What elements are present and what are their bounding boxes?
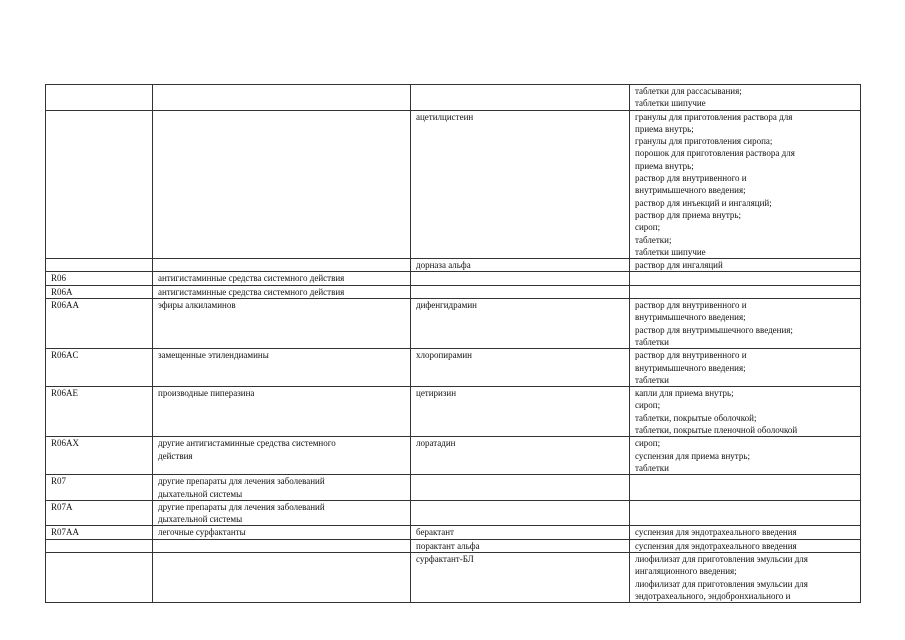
dosage-form-line: внутримышечного введения;	[635, 185, 746, 196]
forms-cell	[630, 552, 861, 602]
group-cell	[153, 259, 411, 272]
dosage-form-line: сироп;	[635, 438, 661, 449]
dosage-form-line: таблетки шипучие	[635, 246, 706, 257]
dosage-form-line: таблетки	[635, 462, 670, 473]
forms-cell	[630, 349, 861, 387]
dosage-form-line: таблетки для рассасывания;	[635, 86, 742, 96]
table-row	[46, 85, 861, 111]
dosage-form-line: порошок для приготовления раствора для	[635, 148, 795, 159]
group-name-line: легочные сурфактанты	[158, 527, 246, 538]
dosage-form-line: суспензия для приема внутрь;	[635, 450, 750, 461]
table-row	[46, 552, 861, 602]
dosage-form-line: раствор для внутривенного и	[635, 300, 747, 311]
group-cell	[153, 475, 411, 501]
dosage-form-line: раствор для приема внутрь;	[635, 209, 742, 220]
dosage-form-line: гранулы для приготовления раствора для	[635, 111, 793, 122]
dosage-form-line: суспензия для эндотрахеального введения	[635, 527, 797, 538]
drug-cell: лоратадин	[411, 437, 630, 475]
drug-table-body	[46, 85, 861, 603]
drug-cell: дорназа альфа	[411, 259, 630, 272]
group-cell	[153, 349, 411, 387]
dosage-form-line: раствор для внутривенного и	[635, 173, 747, 184]
code-cell	[46, 259, 153, 272]
drug-cell	[411, 475, 630, 501]
table-row	[46, 475, 861, 501]
table-row	[46, 539, 861, 552]
group-cell	[153, 272, 411, 285]
table-row	[46, 526, 861, 539]
code-cell	[46, 110, 153, 259]
group-cell	[153, 85, 411, 111]
drug-cell: дифенгидрамин	[411, 299, 630, 349]
dosage-form-line: гранулы для приготовления сиропа;	[635, 136, 773, 147]
dosage-form-line: таблетки;	[635, 234, 672, 245]
group-name-line: другие препараты для лечения заболеваний	[158, 476, 325, 487]
code-cell: R06AE	[46, 387, 153, 437]
forms-cell	[630, 475, 861, 501]
dosage-form-line: таблетки, покрытые оболочкой;	[635, 412, 757, 423]
forms-cell	[630, 299, 861, 349]
code-cell	[46, 539, 153, 552]
drug-cell: цетиризин	[411, 387, 630, 437]
code-cell: R06AC	[46, 349, 153, 387]
group-cell	[153, 299, 411, 349]
dosage-form-line: раствор для внутримышечного введения;	[635, 324, 793, 335]
table-row	[46, 437, 861, 475]
code-cell: R06AA	[46, 299, 153, 349]
dosage-form-line: приема внутрь;	[635, 123, 694, 134]
forms-cell	[630, 85, 861, 111]
forms-cell	[630, 285, 861, 298]
forms-cell	[630, 539, 861, 552]
drug-cell: ацетилцистеин	[411, 110, 630, 259]
dosage-form-line: капли для приема внутрь;	[635, 388, 734, 399]
code-cell: R06A	[46, 285, 153, 298]
group-cell	[153, 500, 411, 526]
dosage-form-line: эндотрахеального, эндобронхиального и	[635, 590, 791, 601]
table-row	[46, 110, 861, 259]
code-cell: R06	[46, 272, 153, 285]
group-name-line: действия	[158, 450, 193, 461]
table-row	[46, 272, 861, 285]
group-name-line: другие антигистаминные средства системного	[158, 438, 336, 449]
dosage-form-line: таблетки шипучие	[635, 98, 706, 109]
group-cell	[153, 526, 411, 539]
code-cell: R06AX	[46, 437, 153, 475]
dosage-form-line: раствор для ингаляций	[635, 260, 723, 271]
dosage-form-line: внутримышечного введения;	[635, 312, 746, 323]
code-cell	[46, 85, 153, 111]
group-cell	[153, 437, 411, 475]
dosage-form-line: раствор для внутривенного и	[635, 350, 747, 361]
code-cell	[46, 552, 153, 602]
dosage-form-line: приема внутрь;	[635, 160, 694, 171]
table-row	[46, 285, 861, 298]
dosage-form-line: суспензия для эндотрахеального введения	[635, 540, 797, 551]
group-name-line: замещенные этилендиамины	[158, 350, 269, 361]
dosage-form-line: внутримышечного введения;	[635, 362, 746, 373]
group-cell	[153, 387, 411, 437]
forms-cell	[630, 272, 861, 285]
group-name-line: производные пиперазина	[158, 388, 255, 399]
group-cell	[153, 285, 411, 298]
drug-table	[45, 84, 861, 603]
dosage-form-line: лиофилизат для приготовления эмульсии для	[635, 553, 808, 564]
drug-cell: берактант	[411, 526, 630, 539]
code-cell: R07AA	[46, 526, 153, 539]
drug-cell: порактант альфа	[411, 539, 630, 552]
dosage-form-line: лиофилизат для приготовления эмульсии для	[635, 578, 808, 589]
drug-cell	[411, 285, 630, 298]
table-row	[46, 387, 861, 437]
group-cell	[153, 552, 411, 602]
dosage-form-line: раствор для инъекций и ингаляций;	[635, 197, 772, 208]
code-cell: R07	[46, 475, 153, 501]
group-name-line: дыхательной системы	[158, 514, 243, 525]
group-cell	[153, 110, 411, 259]
forms-cell	[630, 387, 861, 437]
group-name-line: антигистаминные средства системного действия	[158, 273, 345, 284]
forms-cell	[630, 526, 861, 539]
group-name-line: антигистаминные средства системного действия	[158, 286, 345, 297]
table-row	[46, 299, 861, 349]
group-name-line: дыхательной системы	[158, 488, 243, 499]
code-cell: R07A	[46, 500, 153, 526]
drug-cell	[411, 272, 630, 285]
drug-cell	[411, 85, 630, 111]
table-row	[46, 349, 861, 387]
forms-cell	[630, 259, 861, 272]
dosage-form-line: сироп;	[635, 222, 661, 233]
dosage-form-line: таблетки	[635, 336, 670, 347]
dosage-form-line: таблетки, покрытые пленочной оболочкой	[635, 425, 798, 436]
group-name-line: другие препараты для лечения заболеваний	[158, 501, 325, 512]
drug-cell: хлоропирамин	[411, 349, 630, 387]
drug-cell: сурфактант-БЛ	[411, 552, 630, 602]
table-row	[46, 500, 861, 526]
dosage-form-line: таблетки	[635, 374, 670, 385]
group-cell	[153, 539, 411, 552]
table-row	[46, 259, 861, 272]
dosage-form-line: сироп;	[635, 400, 661, 411]
group-name-line: эфиры алкиламинов	[158, 300, 236, 311]
drug-cell	[411, 500, 630, 526]
forms-cell	[630, 110, 861, 259]
forms-cell	[630, 500, 861, 526]
dosage-form-line: ингаляционного введения;	[635, 566, 737, 577]
forms-cell	[630, 437, 861, 475]
